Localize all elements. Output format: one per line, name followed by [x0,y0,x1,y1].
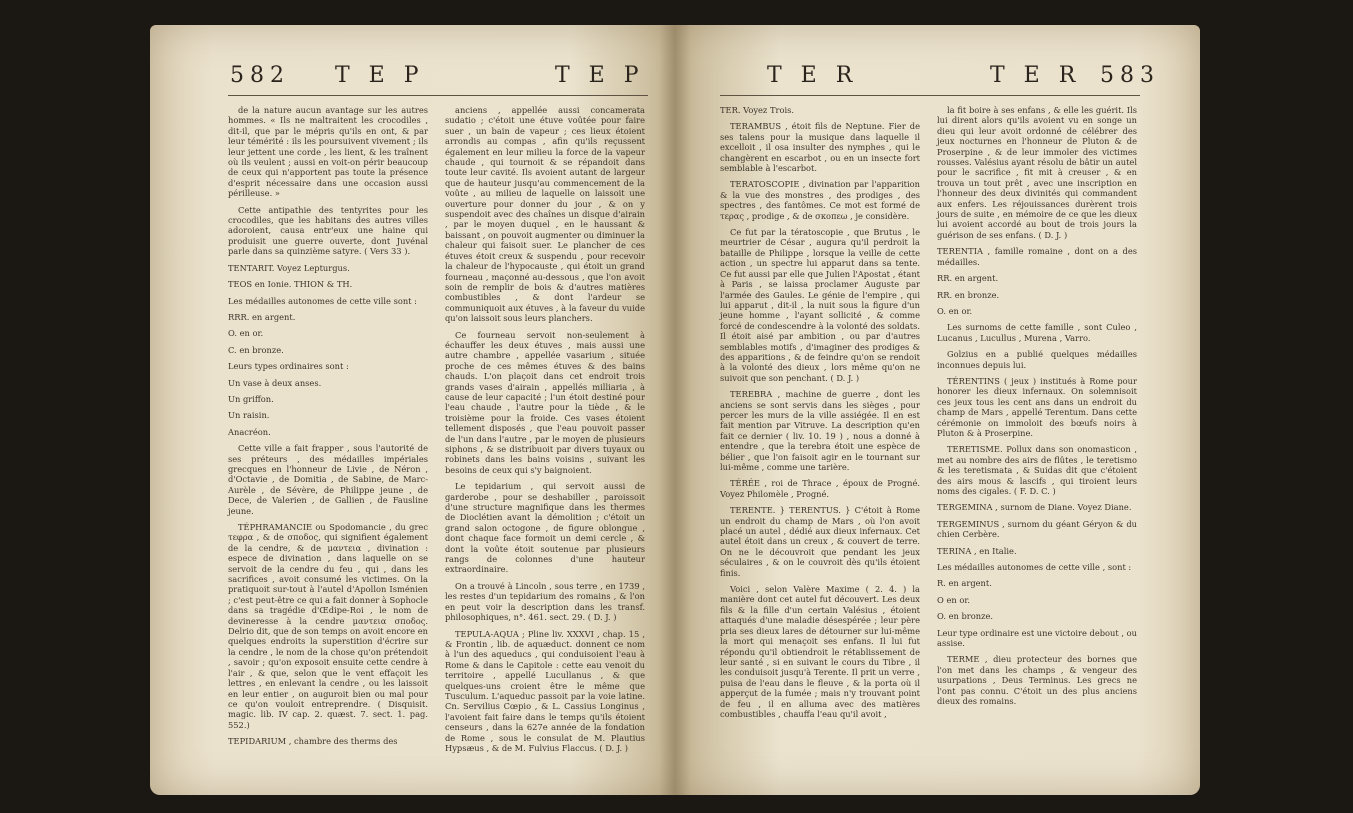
text-paragraph: Un vase à deux anses. [228,377,322,388]
text-paragraph: TERENTIA , famille romaine , dont on a des médailles. [937,246,1137,267]
running-head-right: T E P [555,63,645,88]
text-paragraph: TERATOSCOPIE , divination par l'apparition & la vue des monstres , des prodiges , des spectres , des fantômes. Ce mot est formé de τερας , prodige , & de σκοπεω , je considère. [720,179,920,221]
text-paragraph: On a trouvé à Lincoln , sous terre , en 1739 , les restes d'un tepidarium des romains , & l'on en peut voir la description dans les transf. philosophiques, n°. 461. sect. 29. ( D. J. ) [445,580,645,623]
text-paragraph: O. en or. [228,328,264,339]
left-page [150,25,675,795]
text-paragraph: O en or. [937,594,971,605]
text-paragraph: TERAMBUS , étoit fils de Neptune. Fier de ses talens pour la musique dans laquelle il excelloit , il osa insulter des nymphes , qui le changèrent en escarbot , ou en un insecte fort semblable à l'escarbot. [720,121,920,174]
left-column-2 [445,105,645,775]
text-paragraph: TEREBRA , machine de guerre , dont les anciens se sont servis dans les sièges , pour percer les murs de la ville assiégée. Il en est fait mention par Vitruve. La description qu'en fait ce dernier ( liv. 10. 19 ) , nous a donné à entendre , que la terebra étoit une espèce de bélier , que l'on faisoit agir en le tournant sur lui-même , comme une tarière. [720,389,920,472]
text-paragraph: Golzius en a publié quelques médailles inconnues depuis lui. [937,349,1137,370]
text-paragraph: Leur type ordinaire est une victoire debout , ou assise. [937,627,1137,649]
text-paragraph: Cette ville a fait frapper , sous l'autorité de ses préteurs , des médailles impériales grecques en l'honneur de Livie , de Néron , d'Octavie , de Domitia , de Sabine, de Marc-Aurèle , de Sévère, de Philippe jeune , de Dece, de Valerien , de Gallien , de Fausline jeune. [228,443,428,516]
text-paragraph: TERGEMINUS , surnom du géant Géryon & du chien Cerbère. [937,518,1137,540]
text-paragraph: TEPULA-AQUA ; Pline liv. XXXVI , chap. 15 , & Frontin , lib. de aquæduct. donnent ce nom à l'un des aqueducs , qui conduisoient l'eau à Rome & dans le Capitole : cette eau venoit du territoire , appellé Lucullanus , & que quelques-uns croient être le même que Tusculum. L'aqueduc passoit par la voie latine. Cn. Servilius Cœpio , & L. Cassius Longinus , l'avoient fait faire dans le temps qu'ils étoient censeurs , dans la 627e année de la fondation de Rome , sous le consulat de M. Plautius Hypsæus , & de M. Fulvius Flaccus. ( D. J. ) [445,628,645,753]
running-head-left: T E P [335,63,425,88]
text-paragraph: RR. en argent. [937,273,999,284]
text-paragraph: TERME , dieu protecteur des bornes que l'on met dans les champs , & vengeur des usurpations , Deus Terminus. Les grecs ne l'ont pas connu. C'étoit un des plus anciens dieux des romains. [937,654,1137,707]
text-paragraph: Un griffon. [228,393,274,404]
text-paragraph: anciens , appellée aussi concamerata sudatio ; c'étoit une étuve voûtée pour faire suer , un bain de vapeur ; ces lieux étoient arrondis au compas , afin qu'ils reçussent également en leur milieu la force de la vapeur chaude , qui tournoit & se répandoit dans toute leur cavité. Ils avoient autant de largeur que de hauteur jusqu'au commencement de la voûte , au milieu de laquelle on laissoit une ouverture pour donner du jour , & on y suspendoit avec des chaînes un disque d'airain , par le moyen duquel , en le haussant & baissant , on pouvoit augmenter ou diminuer la chaleur qui faisoit suer. Le plancher de ces étuves étoit creux & suspendu , pour recevoir la chaleur de l'hypocauste , qui étoit un grand fourneau , maçonné au-dessous , que l'on avoit soin de remplir de bois & d'autres matières combustibles , & dont l'ardeur se communiquoit aux étuves , à la faveur du vuide qu'on laissoit sous leurs planchers. [445,105,645,324]
text-paragraph: TEOS en Ionie. THION & TH. [228,279,353,290]
text-paragraph: O. en bronze. [937,611,994,622]
text-paragraph: Le tepidarium , qui servoit aussi de garderobe , pour se deshabiller , paroissoit d'une structure magnifique dans les thermes de Dioclétien avant la démolition ; c'étoit un grand salon octogone , de figure oblongue , dont chaque face formoit un demi cercle , & dont la voûte étoit soutenue par plusieurs rangs de colonnes d'une hauteur extraordinaire. [445,481,645,575]
text-paragraph: la fit boire à ses enfans , & elle les guérit. Ils lui dirent alors qu'ils avoient vu en songe un dieu qui leur avoit ordonné de célébrer des jeux nocturnes en l'honneur de Pluton & de Proserpine , & de leur immoler des victimes rousses. Valésius ayant résolu de bâtir un autel pour le sacrifice , fit mit à creuser , & en trouva un tout prêt , avec une inscription en l'honneur des deux divinités qui commandent aux enfers. Les réjouissances durèrent trois jours de suite , en mémoire de ce que les dieux lui avoient accordé au bout de trois jours la guérison de ses enfans. ( D. J. ) [937,105,1137,240]
text-paragraph: Voici , selon Valère Maxime ( 2. 4. ) la manière dont cet autel fut découvert. Les deux fils & la fille d'un certain Valésius , étoient attaqués d'une maladie désespérée ; leur père pria ses dieux lares de détourner sur lui-même la mort qui menaçoit ses enfans. Il lui fut répondu qu'il obtiendroit le rétablissement de leur santé , si en suivant le cours du Tibre , il les conduisoit jusqu'à Terente. Il prit un verre , puisa de l'eau dans le fleuve , & la porta où il apperçut de la fumée ; mais n'y trouvant point de feu , il en alluma avec des matières combustibles , chauffa l'eau qu'il avoit , [720,584,920,719]
text-paragraph: TÉRÉE , roi de Thrace , époux de Progné. Voyez Philomèle , Progné. [720,478,920,499]
text-paragraph: O. en or. [937,305,973,316]
text-paragraph: Ce fut par la tératoscopie , que Brutus , le meurtrier de César , augura qu'il perdroit la bataille de Philippe , lorsque la veille de cette action , un spectre lui apparut dans sa tente. Ce fut aussi par elle que Julien l'Apostat , étant à Paris , se laissa proclamer Auguste par l'armée des Gaules. Le génie de l'empire , qui lui apparut , dit-il , la nuit sous la figure d'un jeune homme , l'ayant sollicité , & comme forcé de condescendre à la volonté des soldats. Il étoit aisé par ambition , ou par d'autres semblables motifs , d'imaginer des prodiges & des apparitions , & de feindre qu'on se rendoit à la volonté des dieux , lors même qu'on ne suivoit que son penchant. ( D. J. ) [720,227,920,383]
text-paragraph: TERINA , en Italie. [937,545,1017,556]
running-head-right: T E R [990,63,1082,88]
right-running-head [675,63,1200,91]
text-paragraph: TER. Voyez Trois. [720,105,794,115]
text-paragraph: TERETISME. Pollux dans son onomasticon , met au nombre des airs de flûtes , le teretismo & les teretismata , & Suidas dit que c'étoient des airs mous & lascifs , qui tiroient leurs noms des cigales. ( F. D. C. ) [937,444,1137,496]
text-paragraph: TÉPHRAMANCIE ou Spodomancie , du grec τεφρα , & de σποδος, qui signifient également de la cendre, & de μαντεια , divination : espece de divination , dans laquelle on se servoit de la cendre du feu , qui , dans les sacrifices , avoit consumé les victimes. On la pratiquoit sur-tout à l'autel d'Apollon Isménien ; c'est peut-être ce qui a fait donner à Sophocle dans sa tragédie d'Œdipe-Roi , le nom de devineresse à la cendre μαντεια σποδος. Delrio dit, que de son temps on avoit encore en quelques endroits la superstition d'écrire sur la cendre , le nom de la chose qu'on prétendoit , savoir ; qu'on exposoit ensuite cette cendre à l'air , & que, selon que le vent effaçoit les lettres , en enlevant la cendre , ou les laissoit en leur entier , on auguroit bien ou mal pour ce qu'on vouloit entreprendre. ( Disquisit. magic. lib. IV cap. 2. quæst. 7. sect. 1. pag. 552.) [228,522,428,730]
text-paragraph: Un raisin. [228,410,270,421]
head-rule [720,95,1140,96]
left-running-head [150,63,675,91]
page-number: 582 [230,63,290,88]
text-paragraph: TENTARIT. Voyez Lepturgus. [228,262,350,273]
text-paragraph: R. en argent. [937,578,992,589]
text-paragraph: Les médailles autonomes de cette ville , sont : [937,562,1132,573]
text-paragraph: TÉRENTINS ( jeux ) institués à Rome pour honorer les dieux infernaux. On solemnisoit ces jeux tous les cent ans dans un endroit du champ de Mars , appellé Terentum. Dans cette cérémonie on immoloit des bœufs noirs à Pluton & à Proserpine. [937,375,1137,438]
right-column-2 [937,105,1137,775]
page-number: 583 [1100,63,1160,88]
open-book [150,25,1200,795]
text-paragraph: TEPIDARIUM , chambre des therms des [228,736,398,747]
text-paragraph: RRR. en argent. [228,311,296,322]
right-page [675,25,1200,795]
text-paragraph: TERENTE. } TERENTUS. } C'étoit à Rome un endroit du champ de Mars , où l'on avoit placé un autel , dédié aux dieux infernaux. Cet autel étoit dans un creux , & couvert de terre. On ne le découvroit que pendant les jeux séculaires , & on le couvroit dès qu'ils étoient finis. [720,505,920,578]
text-paragraph: Cette antipathie des tentyrites pour les crocodiles, que les habitans des autres villes adoroient, causa entr'eux une haine qui produisit une guerre ouverte, dont Juvénal parle dans sa quinzième satyre. ( Vers 33 ). [228,204,428,257]
text-paragraph: RR. en bronze. [937,289,1000,300]
text-paragraph: Leurs types ordinaires sont : [228,361,349,372]
text-paragraph: C. en bronze. [228,344,284,355]
running-head-left: T E R [767,63,859,88]
text-paragraph: TERGEMINA , surnom de Diane. Voyez Diane. [937,502,1132,513]
head-rule [228,95,648,96]
text-paragraph: Anacréon. [228,426,271,437]
left-column-1 [228,105,428,775]
text-paragraph: de la nature aucun avantage sur les autres hommes. « Ils ne maltraitent les crocodiles , dit-il, que par le mépris qu'ils en ont, & par leur témérité : ils les poursuivent vivement ; ils leur jettent une corde , les lient, & les traînent où ils veulent ; aussi en voit-on périr beaucoup de ceux qui n'apportent pas toute la présence d'esprit nécessaire dans une occasion aussi périlleuse. » [228,105,428,199]
text-paragraph: Ce fourneau servoit non-seulement à échauffer les deux étuves , mais aussi une autre chambre , appellée vasarium , située proche de ces mêmes étuves & des bains chauds. L'on plaçoit dans cet endroit trois grands vases d'airain , appellés milliaria , à cause de leur capacité ; l'un étoit destiné pour l'eau chaude , l'autre pour la tiède , & le troisième pour la froide. Ces vases étoient tellement disposés , que l'eau pouvoit passer de l'un dans l'autre , par le moyen de plusieurs siphons , & se distribuoit par divers tuyaux ou robinets dans les bains voisins , suivant les besoins de ceux qui s'y baignoient. [445,329,645,475]
text-paragraph: Les surnoms de cette famille , sont Culeo , Lucanus , Lucullus , Murena , Varro. [937,322,1137,343]
text-paragraph: Les médailles autonomes de cette ville sont : [228,295,417,306]
right-column-1 [720,105,920,775]
